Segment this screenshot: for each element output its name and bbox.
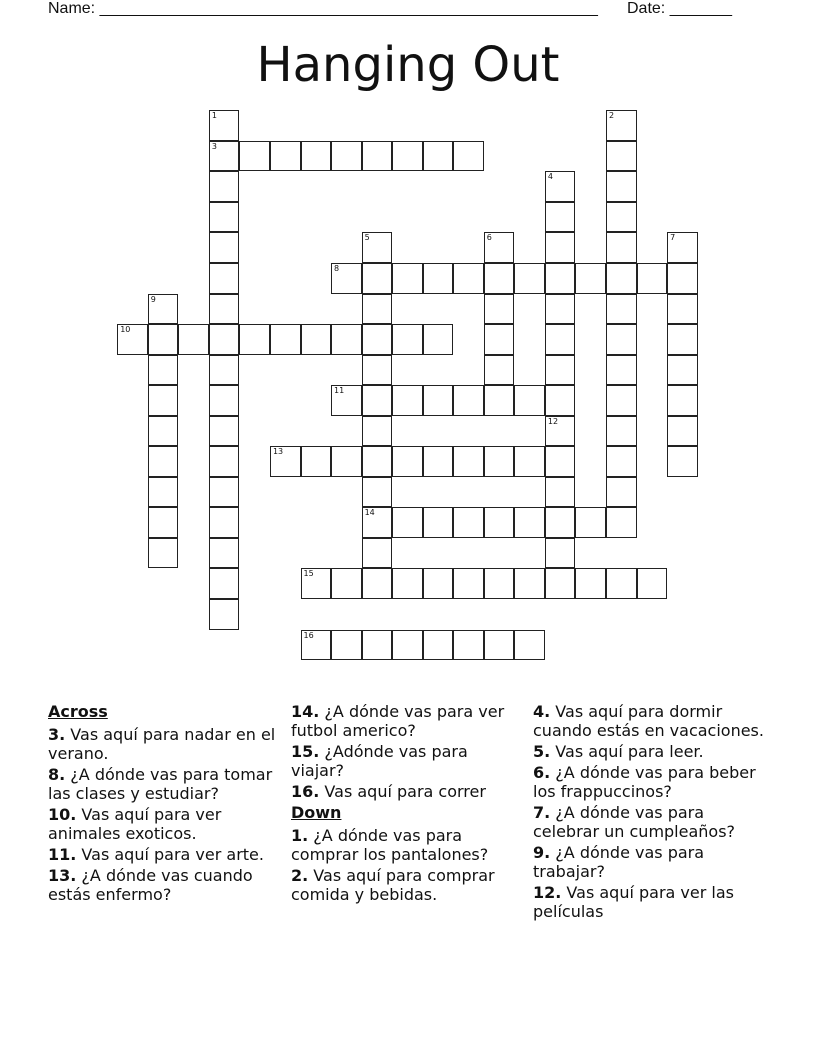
clue-item-text: ¿A dónde vas para beber los frappuccinos? [533,763,756,801]
clue-item-number: 14. [291,702,320,721]
clue-item [533,742,765,761]
clue-item [291,866,523,904]
grid-cell[interactable] [545,507,576,538]
name-field[interactable]: Name: ________________________________________________________ [48,0,598,17]
grid-cell[interactable] [209,507,240,538]
down-heading: Down [291,803,342,822]
grid-cell[interactable] [423,324,454,355]
grid-cell[interactable] [148,446,179,477]
grid-cell[interactable] [606,202,637,233]
clue-item [533,702,765,740]
clue-number: 9 [150,294,156,304]
clue-item [533,883,765,921]
clue-number: 7 [670,233,676,243]
grid-cell[interactable] [392,630,423,661]
clue-number: 2 [609,111,615,121]
clue-item [291,826,523,864]
grid-cell[interactable] [148,416,179,447]
grid-cell[interactable] [484,355,515,386]
grid-cell[interactable] [362,446,393,477]
clue-number: 15 [303,569,314,579]
clue-item-text: ¿A dónde vas para ver futbol americo? [291,702,505,740]
grid-cell[interactable] [301,324,332,355]
grid-cell[interactable] [209,263,240,294]
grid-cell[interactable] [362,507,393,538]
grid-cell[interactable] [606,141,637,172]
grid-cell[interactable] [667,416,698,447]
clue-item-text: ¿A dónde vas para trabajar? [533,843,705,881]
grid-cell[interactable] [392,446,423,477]
down-clue-list [291,826,523,904]
grid-cell[interactable] [117,324,148,355]
grid-cell[interactable] [667,294,698,325]
grid-cell[interactable] [423,385,454,416]
grid-cell[interactable] [453,446,484,477]
clue-item [291,782,523,801]
grid-cell[interactable] [331,630,362,661]
grid-cell[interactable] [209,477,240,508]
grid-cell[interactable] [545,568,576,599]
grid-cell[interactable] [453,263,484,294]
clues-column-1 [48,702,280,906]
grid-cell[interactable] [270,446,301,477]
grid-cell[interactable] [637,568,668,599]
clue-item-number: 7. [533,803,551,822]
grid-cell[interactable] [148,324,179,355]
date-field[interactable]: Date: _______ [627,0,732,17]
grid-cell[interactable] [209,171,240,202]
grid-cell[interactable] [606,385,637,416]
grid-cell[interactable] [148,294,179,325]
grid-cell[interactable] [514,630,545,661]
grid-cell[interactable] [453,385,484,416]
grid-cell[interactable] [362,294,393,325]
grid-cell[interactable] [667,446,698,477]
grid-cell[interactable] [331,385,362,416]
clue-number: 10 [120,325,131,335]
grid-cell[interactable] [667,324,698,355]
grid-cell[interactable] [362,568,393,599]
grid-cell[interactable] [484,232,515,263]
grid-cell[interactable] [301,568,332,599]
clue-number: 14 [364,508,375,518]
grid-cell[interactable] [423,141,454,172]
grid-cell[interactable] [392,385,423,416]
clue-item-text: Vas aquí para ver animales exoticos. [48,805,222,843]
grid-cell[interactable] [606,232,637,263]
clue-item-text: ¿Adónde vas para viajar? [291,742,468,780]
grid-cell[interactable] [209,294,240,325]
clue-item-number: 11. [48,845,77,864]
across-clue-list [48,725,280,904]
grid-cell[interactable] [606,355,637,386]
grid-cell[interactable] [606,294,637,325]
clue-item-text: Vas aquí para ver arte. [76,845,264,864]
grid-cell[interactable] [514,385,545,416]
grid-cell[interactable] [545,294,576,325]
grid-cell[interactable] [209,385,240,416]
grid-cell[interactable] [453,630,484,661]
grid-cell[interactable] [453,568,484,599]
grid-cell[interactable] [667,263,698,294]
clue-item [48,725,280,763]
grid-cell[interactable] [484,446,515,477]
grid-cell[interactable] [606,324,637,355]
clue-number: 12 [547,416,559,426]
clue-item [48,805,280,843]
clue-item-number: 16. [291,782,320,801]
clue-item-number: 3. [48,725,66,744]
grid-cell[interactable] [362,385,393,416]
clue-number: 1 [211,111,217,121]
grid-cell[interactable] [514,568,545,599]
grid-cell[interactable] [331,568,362,599]
grid-cell[interactable] [301,630,332,661]
grid-cell[interactable] [209,568,240,599]
grid-cell[interactable] [637,263,668,294]
grid-cell[interactable] [606,477,637,508]
clue-number: 16 [303,630,314,640]
grid-cell[interactable] [606,568,637,599]
clue-item-number: 10. [48,805,77,824]
grid-cell[interactable] [362,416,393,447]
grid-cell[interactable] [148,385,179,416]
grid-cell[interactable] [484,630,515,661]
grid-cell[interactable] [606,110,637,141]
clue-item-text: Vas aquí para comprar comida y bebidas. [291,866,495,904]
grid-cell[interactable] [667,385,698,416]
grid-cell[interactable] [423,446,454,477]
grid-cell[interactable] [606,263,637,294]
grid-cell[interactable] [148,355,179,386]
grid-cell[interactable] [209,141,240,172]
clue-item [533,803,765,841]
grid-cell[interactable] [209,355,240,386]
grid-cell[interactable] [423,263,454,294]
grid-cell[interactable] [606,446,637,477]
grid-cell[interactable] [545,446,576,477]
clue-item-number: 4. [533,702,551,721]
grid-cell[interactable] [301,446,332,477]
grid-cell[interactable] [575,507,606,538]
clue-item-number: 12. [533,883,562,902]
grid-cell[interactable] [331,446,362,477]
grid-cell[interactable] [362,263,393,294]
grid-cell[interactable] [362,141,393,172]
grid-cell[interactable] [148,507,179,538]
grid-cell[interactable] [392,324,423,355]
grid-cell[interactable] [423,507,454,538]
grid-cell[interactable] [514,507,545,538]
grid-cell[interactable] [362,355,393,386]
grid-cell[interactable] [209,202,240,233]
grid-cell[interactable] [545,355,576,386]
grid-cell[interactable] [545,324,576,355]
grid-cell[interactable] [362,232,393,263]
grid-cell[interactable] [545,385,576,416]
grid-cell[interactable] [606,171,637,202]
grid-cell[interactable] [239,324,270,355]
grid-cell[interactable] [545,538,576,569]
clue-item-number: 9. [533,843,551,862]
grid-cell[interactable] [301,141,332,172]
clue-item-number: 5. [533,742,551,761]
grid-cell[interactable] [392,263,423,294]
clue-number: 6 [486,233,492,243]
clue-item-number: 6. [533,763,551,782]
clue-number: 4 [547,172,553,182]
grid-cell[interactable] [545,416,576,447]
grid-cell[interactable] [331,141,362,172]
grid-cell[interactable] [484,324,515,355]
page-title: Hanging Out [256,37,560,93]
grid-cell[interactable] [209,324,240,355]
grid-cell[interactable] [392,141,423,172]
grid-cell[interactable] [606,416,637,447]
grid-cell[interactable] [484,263,515,294]
grid-cell[interactable] [545,171,576,202]
grid-cell[interactable] [514,446,545,477]
grid-cell[interactable] [331,324,362,355]
grid-cell[interactable] [484,294,515,325]
grid-cell[interactable] [209,110,240,141]
grid-cell[interactable] [362,538,393,569]
across-clue-list-continued [291,702,523,801]
grid-cell[interactable] [423,630,454,661]
grid-cell[interactable] [453,141,484,172]
grid-cell[interactable] [178,324,209,355]
grid-cell[interactable] [209,232,240,263]
clue-item-number: 1. [291,826,309,845]
grid-cell[interactable] [484,507,515,538]
grid-cell[interactable] [362,630,393,661]
down-clue-list-continued [533,702,765,921]
clue-number: 3 [211,141,217,151]
grid-cell[interactable] [606,507,637,538]
grid-cell[interactable] [148,538,179,569]
clue-item-text: Vas aquí para nadar en el verano. [48,725,276,763]
grid-cell[interactable] [392,568,423,599]
grid-cell[interactable] [545,477,576,508]
grid-cell[interactable] [392,507,423,538]
clue-item-text: ¿A dónde vas para comprar los pantalones? [291,826,489,864]
grid-cell[interactable] [270,141,301,172]
clue-item-number: 8. [48,765,66,784]
grid-cell[interactable] [209,538,240,569]
grid-cell[interactable] [514,263,545,294]
grid-cell[interactable] [148,477,179,508]
clue-item [291,702,523,740]
clue-number: 5 [364,233,370,243]
grid-cell[interactable] [453,507,484,538]
grid-cell[interactable] [209,416,240,447]
clue-item-text: Vas aquí para leer. [550,742,704,761]
grid-cell[interactable] [484,385,515,416]
grid-cell[interactable] [484,568,515,599]
clues-column-2 [291,702,523,906]
clue-item [48,845,280,864]
clue-number: 8 [334,263,340,273]
clue-item-number: 2. [291,866,309,885]
grid-cell[interactable] [362,324,393,355]
grid-cell[interactable] [209,599,240,630]
grid-cell[interactable] [239,141,270,172]
grid-cell[interactable] [575,568,606,599]
across-heading: Across [48,702,108,721]
grid-cell[interactable] [575,263,606,294]
clue-item-text: ¿A dónde vas cuando estás enfermo? [48,866,253,904]
clue-item-number: 15. [291,742,320,761]
clue-item-text: Vas aquí para correr [319,782,486,801]
clue-item [48,866,280,904]
clue-item-text: Vas aquí para dormir cuando estás en vacaciones. [533,702,764,740]
grid-cell[interactable] [545,232,576,263]
clue-item [291,742,523,780]
grid-cell[interactable] [545,263,576,294]
grid-cell[interactable] [362,477,393,508]
clue-item [533,763,765,801]
grid-cell[interactable] [209,446,240,477]
clue-item [48,765,280,803]
grid-cell[interactable] [545,202,576,233]
grid-cell[interactable] [270,324,301,355]
clues-column-3 [533,702,765,923]
grid-cell[interactable] [667,355,698,386]
grid-cell[interactable] [423,568,454,599]
clue-item-text: ¿A dónde vas para tomar las clases y estudiar? [48,765,273,803]
clue-item-number: 13. [48,866,77,885]
clue-item-text: ¿A dónde vas para celebrar un cumpleaños? [533,803,736,841]
clue-number: 13 [272,447,284,457]
clue-item-text: Vas aquí para ver las películas [533,883,734,921]
grid-cell[interactable] [331,263,362,294]
clue-number: 11 [334,386,345,396]
grid-cell[interactable] [667,232,698,263]
clue-item [533,843,765,881]
